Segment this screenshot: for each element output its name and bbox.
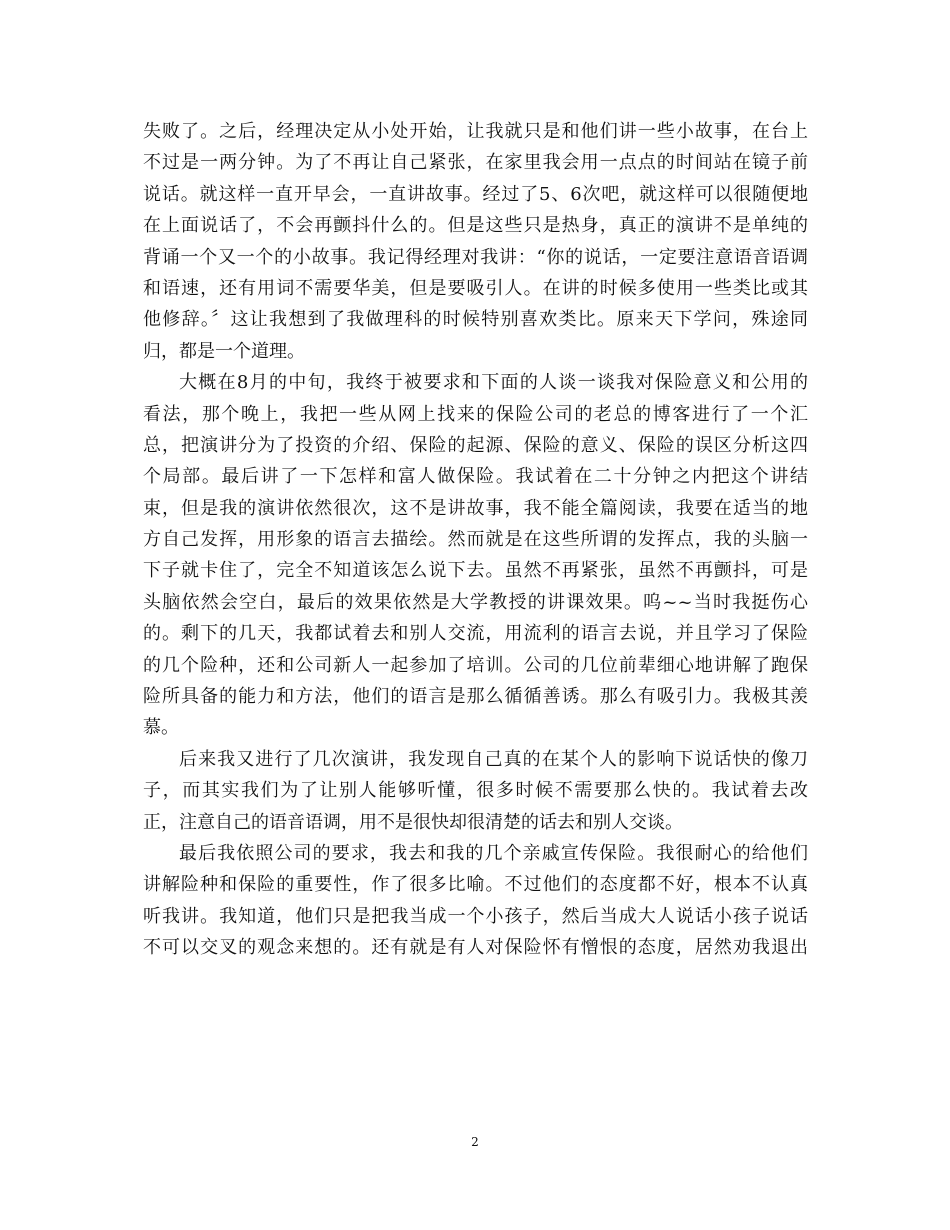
text-line: 在上面说话了，不会再颤抖什么的。但是这些只是热身，真正的演讲不是单纯的 [143,215,808,237]
page-number: 2 [471,1135,479,1149]
text-line: 的几个险种，还和公司新人一起参加了培训。公司的几位前辈细心地讲解了跑保 [143,654,808,676]
text-line: 慕。 [143,717,179,739]
text-line: 讲解险种和保险的重要性，作了很多比喻。不过他们的态度都不好，根本不认真 [143,874,808,896]
text-line: 总，把演讲分为了投资的介绍、保险的起源、保险的意义、保险的误区分析这四 [143,434,808,456]
text-line: 个局部。最后讲了一下怎样和富人做保险。我试着在二十分钟之内把这个讲结 [143,466,808,488]
text-line: 和语速，还有用词不需要华美，但是要吸引人。在讲的时候多使用一些类比或其 [143,277,808,299]
text-line: 失败了。之后，经理决定从小处开始，让我就只是和他们讲一些小故事，在台上 [143,121,808,142]
text-line: 背诵一个又一个的小故事。我记得经理对我讲：“你的说话，一定要注意语音语调 [143,246,808,268]
text-line: 的。剩下的几天，我都试着去和别人交流，用流利的语言去说，并且学习了保险 [143,623,808,645]
text-line: 不可以交叉的观念来想的。还有就是有人对保险怀有憎恨的态度，居然劝我退出 [143,937,808,959]
text-line: 说话。就这样一直开早会，一直讲故事。经过了5、6次吧，就这样可以很随便地 [143,183,808,205]
text-line: 大概在8月的中旬，我终于被要求和下面的人谈一谈我对保险意义和公用的 [179,372,808,394]
text-line: 下子就卡住了，完全不知道该怎么说下去。虽然不再紧张，虽然不再颤抖，可是 [143,560,808,582]
body-text [143,116,808,964]
text-line: 正，注意自己的语音语调，用不是很快却很清楚的话去和别人交谈。 [143,811,683,833]
text-line: 最后我依照公司的要求，我去和我的几个亲戚宣传保险。我很耐心的给他们 [179,842,808,864]
text-line: 子，而其实我们为了让别人能够听懂，很多时候不需要那么快的。我试着去改 [143,780,808,802]
text-line: 险所具备的能力和方法，他们的语言是那么循循善诱。那么有吸引力。我极其羡 [143,686,808,708]
text-line: 方自己发挥，用形象的语言去描绘。然而就是在这些所谓的发挥点，我的头脑一 [143,529,808,551]
text-line: 他修辞。〞这让我想到了我做理科的时候特别喜欢类比。原来天下学问，殊途同 [143,309,808,331]
text-line: 后来我又进行了几次演讲，我发现自己真的在某个人的影响下说话快的像刀 [179,748,808,770]
text-line: 不过是一两分钟。为了不再让自己紧张，在家里我会用一点点的时间站在镜子前 [143,152,808,174]
text-line: 归，都是一个道理。 [143,340,305,362]
text-line: 头脑依然会空白，最后的效果依然是大学教授的讲课效果。呜~~当时我挺伤心 [143,591,808,613]
text-line: 束，但是我的演讲依然很次，这不是讲故事，我不能全篇阅读，我要在适当的地 [143,497,808,519]
text-line: 看法，那个晚上，我把一些从网上找来的保险公司的老总的博客进行了一个汇 [143,403,808,425]
text-line: 听我讲。我知道，他们只是把我当成一个小孩子，然后当成大人说话小孩子说话 [143,905,808,927]
